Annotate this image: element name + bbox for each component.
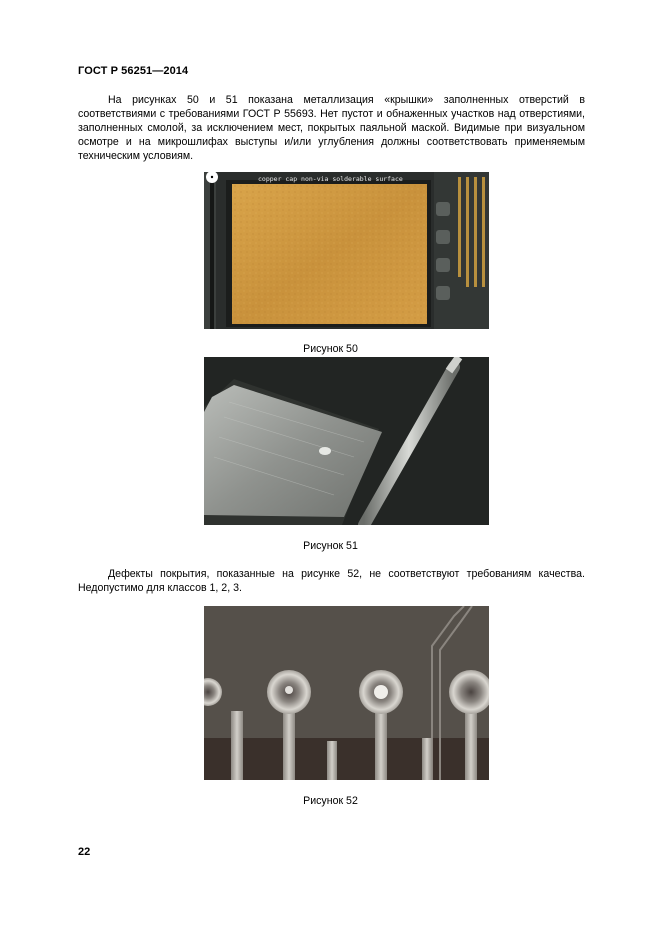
paragraph-intro: На рисунках 50 и 51 показана металлизация «крышки» заполненных отверстий в соответствиями с требованиями ГОСТ Р 55693. Нет пустот и обнаженных участков над отверстиями, заполненных смолой, за исключением мест, покрытых паяльной маской. Видимые при визуальном осмотре и на микрошлифах выступы и/или углубления должны соответствовать применяемым техническим условиям.	[78, 94, 585, 162]
page-number: 22	[78, 846, 91, 858]
figure-50-overlay-text: copper cap non-via solderable surface	[258, 175, 403, 183]
paragraph-defects: Дефекты покрытия, показанные на рисунке 52, не соответствуют требованиям качества. Недопустимо для классов 1, 2, 3.	[78, 568, 585, 594]
figure-52-caption: Рисунок 52	[303, 795, 358, 807]
figure-50-photo	[204, 172, 489, 329]
document-header: ГОСТ Р 56251—2014	[78, 65, 189, 77]
figure-50-caption: Рисунок 50	[303, 343, 358, 355]
figure-51-caption: Рисунок 51	[303, 540, 358, 552]
figure-51-photo	[204, 357, 489, 525]
figure-52-photo	[204, 606, 489, 780]
